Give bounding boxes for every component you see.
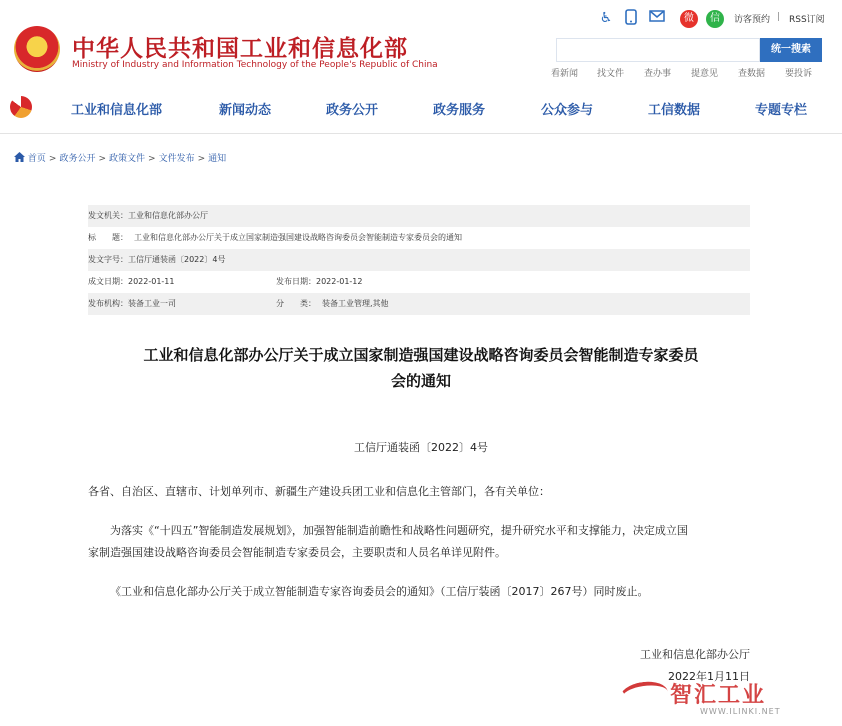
document-addressee: 各省、自治区、直辖市、计划单列市、新疆生产建设兵团工业和信息化主管部门，各有关单位：: [88, 485, 550, 498]
document-date: 2022年1月11日: [668, 670, 750, 683]
wechat-icon[interactable]: 信: [706, 10, 724, 28]
breadcrumb-separator: >: [98, 154, 106, 164]
nav-item-government-affairs[interactable]: 政务公开: [326, 103, 379, 118]
top-links-divider: |: [777, 12, 781, 22]
breadcrumb: [14, 151, 226, 164]
document-title-line-2: 会的通知: [390, 372, 451, 390]
quick-link-feedback[interactable]: 提意见: [691, 69, 719, 79]
document-number: 工信厅通装函〔2022〕4号: [354, 441, 488, 454]
site-logo-subtitle: Ministry of Industry and Information Technology of the People's Republic of China: [72, 60, 438, 70]
paragraph-1-line-2: 家制造强国建设战略咨询委员会智能制造专家委员会，主要职责和人员名单详见附件。: [88, 546, 506, 559]
quick-link-services[interactable]: 查办事: [644, 69, 672, 79]
meta-row-title: [88, 227, 750, 249]
nav-item-ministry[interactable]: 工业和信息化部: [71, 103, 163, 118]
breadcrumb-separator: >: [48, 154, 57, 164]
breadcrumb-separator: >: [148, 154, 156, 164]
nav-logo-icon: [10, 96, 32, 118]
breadcrumb-notice[interactable]: 通知: [208, 154, 227, 164]
document-paragraph-2: 《工业和信息化部办公厅关于成立智能制造专家咨询委员会的通知》（工信厅装函〔2017〕267号）同时废止。: [110, 585, 649, 598]
meta-row-org-category: [88, 293, 750, 315]
breadcrumb-separator: >: [197, 154, 206, 164]
nav-item-news[interactable]: 新闻动态: [219, 103, 272, 118]
document-title-line-1: 工业和信息化部办公厅关于成立国家制造强国建设战略咨询委员会智能制造专家委员: [143, 346, 699, 364]
breadcrumb-home[interactable]: 首页: [27, 154, 46, 164]
meta-category-label: 分: [276, 299, 284, 308]
document-paragraph-1: [88, 520, 758, 564]
meta-doc-number: 发文字号：工信厅通装函〔2022〕4号: [88, 255, 226, 264]
document-signer: 工业和信息化部办公厅: [640, 648, 750, 661]
meta-title-value: 工业和信息化部办公厅关于成立国家制造强国建设战略咨询委员会智能制造专家委员会的通知: [134, 233, 462, 242]
quick-link-complaint[interactable]: 要投诉: [785, 69, 813, 79]
quick-link-files[interactable]: 找文件: [597, 69, 625, 79]
watermark-url: WWW.ILINKI.NET: [700, 707, 781, 716]
document-title: [86, 342, 756, 394]
meta-category-label-2: 类：: [300, 299, 316, 308]
watermark-logo: 智汇工业: [670, 683, 767, 708]
meta-title-label-2: 题：: [112, 233, 128, 242]
paragraph-1-line-1: 为落实《“十四五”智能制造发展规划》，加强智能制造前瞻性和战略性问题研究，提升研究水平和支撑能力，决定成立国: [110, 524, 688, 537]
mail-icon[interactable]: [648, 9, 666, 27]
nav-item-special-topics[interactable]: 专题专栏: [755, 103, 808, 118]
home-icon[interactable]: [14, 154, 28, 164]
visitor-appointment-link[interactable]: 访客预约: [734, 15, 771, 25]
nav-divider: [0, 133, 842, 134]
national-emblem-icon: [14, 26, 60, 72]
quick-link-data[interactable]: 查数据: [738, 69, 766, 79]
search-input[interactable]: [556, 38, 760, 62]
quick-link-news[interactable]: 看新闻: [551, 69, 579, 79]
meta-issuer: 发文机关：工业和信息化部办公厅: [88, 211, 208, 220]
accessibility-icon[interactable]: ♿: [599, 10, 613, 26]
site-logo-title[interactable]: 中华人民共和国工业和信息化部: [72, 36, 408, 62]
unified-search-button[interactable]: 统一搜索: [760, 38, 822, 62]
breadcrumb-file-release[interactable]: 文件发布: [158, 154, 195, 164]
meta-org: 发布机构：装备工业一司: [88, 299, 176, 308]
meta-published-date: 发布日期：2022-01-12: [276, 277, 363, 286]
meta-row-doc-number: [88, 249, 750, 271]
mobile-icon[interactable]: [622, 9, 640, 27]
meta-row-dates: [88, 271, 750, 293]
rss-link[interactable]: RSS订阅: [789, 15, 825, 25]
breadcrumb-policy-files[interactable]: 政策文件: [109, 154, 146, 164]
nav-item-public-participation[interactable]: 公众参与: [541, 103, 594, 118]
weibo-icon[interactable]: 微: [680, 10, 698, 28]
breadcrumb-government-affairs[interactable]: 政务公开: [59, 154, 96, 164]
nav-item-data[interactable]: 工信数据: [648, 103, 701, 118]
meta-title-label: 标: [88, 233, 96, 242]
nav-item-government-services[interactable]: 政务服务: [433, 103, 486, 118]
meta-row-issuer: [88, 205, 750, 227]
meta-category-value: 装备工业管理,其他: [322, 299, 389, 308]
meta-created-date: 成文日期：2022-01-11: [88, 277, 175, 286]
